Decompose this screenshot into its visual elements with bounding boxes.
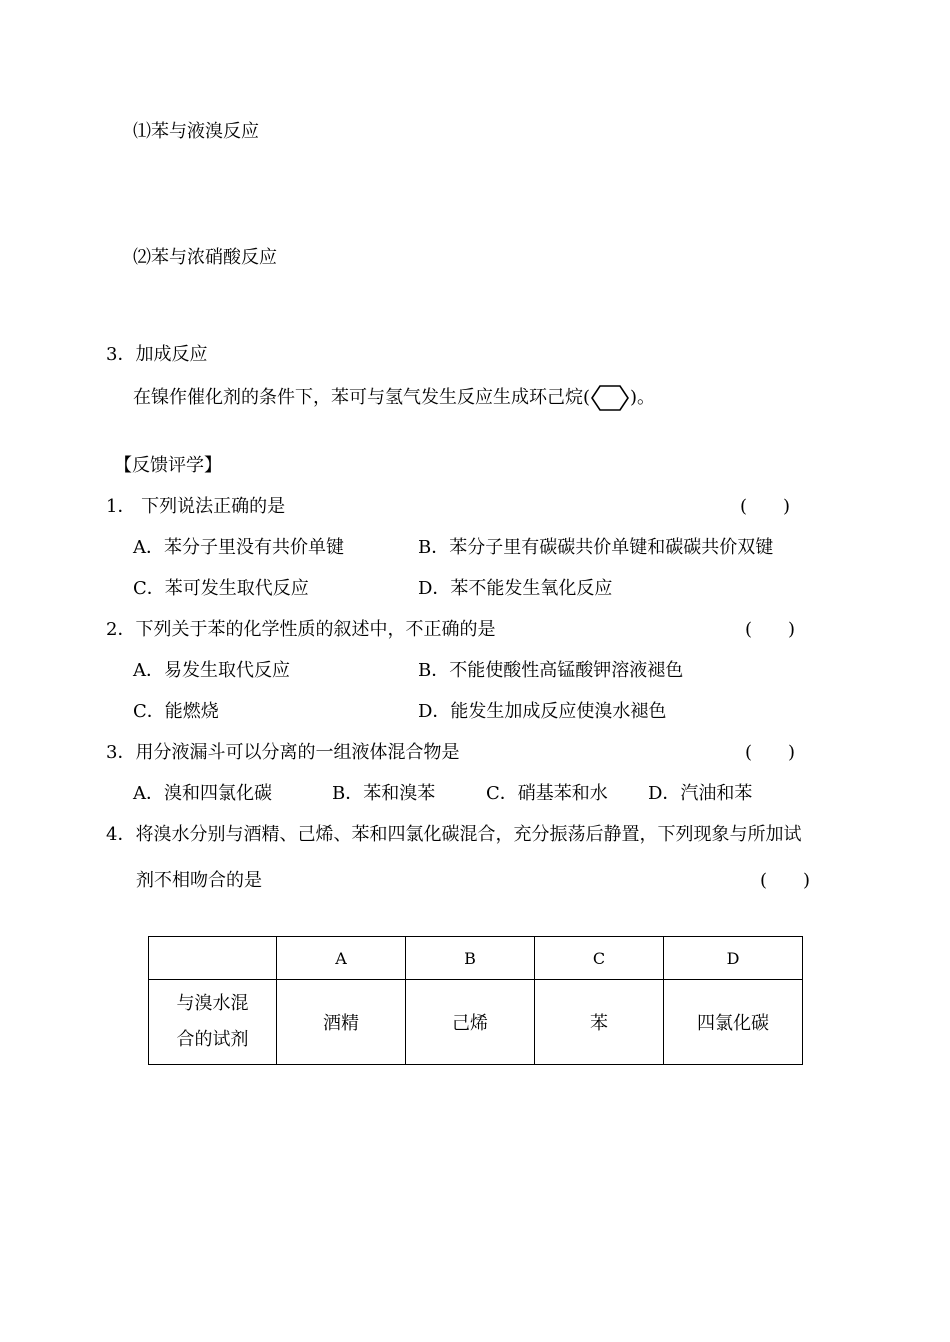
question-3-option-d: D．汽油和苯 (648, 783, 753, 804)
table-header-cell: B (406, 937, 535, 980)
question-2-option-c: C．能燃烧 (133, 701, 219, 722)
table-header-cell: C (535, 937, 664, 980)
question-4-stem-line1: 4．将溴水分别与酒精、己烯、苯和四氯化碳混合，充分振荡后静置，下列现象与所加试 (106, 824, 802, 845)
table-cell: 苯 (535, 980, 664, 1065)
reaction-2: ⑵苯与浓硝酸反应 (133, 247, 277, 268)
question-1-option-b: B．苯分子里有碳碳共价单键和碳碳共价双键 (418, 537, 774, 558)
addition-text-before: 在镍作催化剂的条件下，苯可与氢气发生反应生成环己烷( (133, 387, 591, 408)
table-header-row (149, 937, 803, 980)
question-1-option-a: A．苯分子里没有共价单键 (133, 537, 344, 558)
table-cell: 四氯化碳 (664, 980, 803, 1065)
table-header-cell: D (664, 937, 803, 980)
question-2-blank: ( ) (745, 619, 796, 640)
row-label-line2: 合的试剂 (176, 1029, 249, 1050)
question-3-option-a: A．溴和四氯化碳 (133, 783, 272, 804)
reagent-table (148, 936, 803, 1065)
table-cell: 己烯 (406, 980, 535, 1065)
question-2-stem: 2．下列关于苯的化学性质的叙述中，不正确的是 (106, 619, 496, 640)
addition-text-after: )。 (630, 387, 656, 408)
feedback-heading: 【反馈评学】 (114, 455, 222, 476)
addition-reaction-title: 3．加成反应 (106, 344, 208, 365)
question-1-blank: ( ) (740, 496, 791, 517)
row-label-cell (149, 980, 277, 1065)
question-2-option-d: D．能发生加成反应使溴水褪色 (418, 701, 667, 722)
addition-reaction-text (133, 384, 655, 412)
question-2-option-b: B．不能使酸性高锰酸钾溶液褪色 (418, 660, 684, 681)
table-cell: 酒精 (277, 980, 406, 1065)
question-1-stem: 1． 下列说法正确的是 (106, 496, 286, 517)
question-3-option-b: B．苯和溴苯 (332, 783, 436, 804)
question-2-option-a: A．易发生取代反应 (133, 660, 290, 681)
reaction-1: ⑴苯与液溴反应 (133, 121, 259, 142)
question-3-stem: 3．用分液漏斗可以分离的一组液体混合物是 (106, 742, 460, 763)
question-3-option-c: C．硝基苯和水 (486, 783, 608, 804)
question-1-option-c: C．苯可发生取代反应 (133, 578, 309, 599)
table-header-cell (149, 937, 277, 980)
question-4-blank: ( ) (760, 870, 811, 891)
row-label-line1: 与溴水混 (176, 993, 249, 1014)
cyclohexane-icon (590, 384, 630, 412)
table-header-cell: A (277, 937, 406, 980)
question-4-stem-line2: 剂不相吻合的是 (136, 870, 262, 891)
question-1-option-d: D．苯不能发生氧化反应 (418, 578, 613, 599)
question-3-blank: ( ) (745, 742, 796, 763)
table-row (149, 980, 803, 1065)
